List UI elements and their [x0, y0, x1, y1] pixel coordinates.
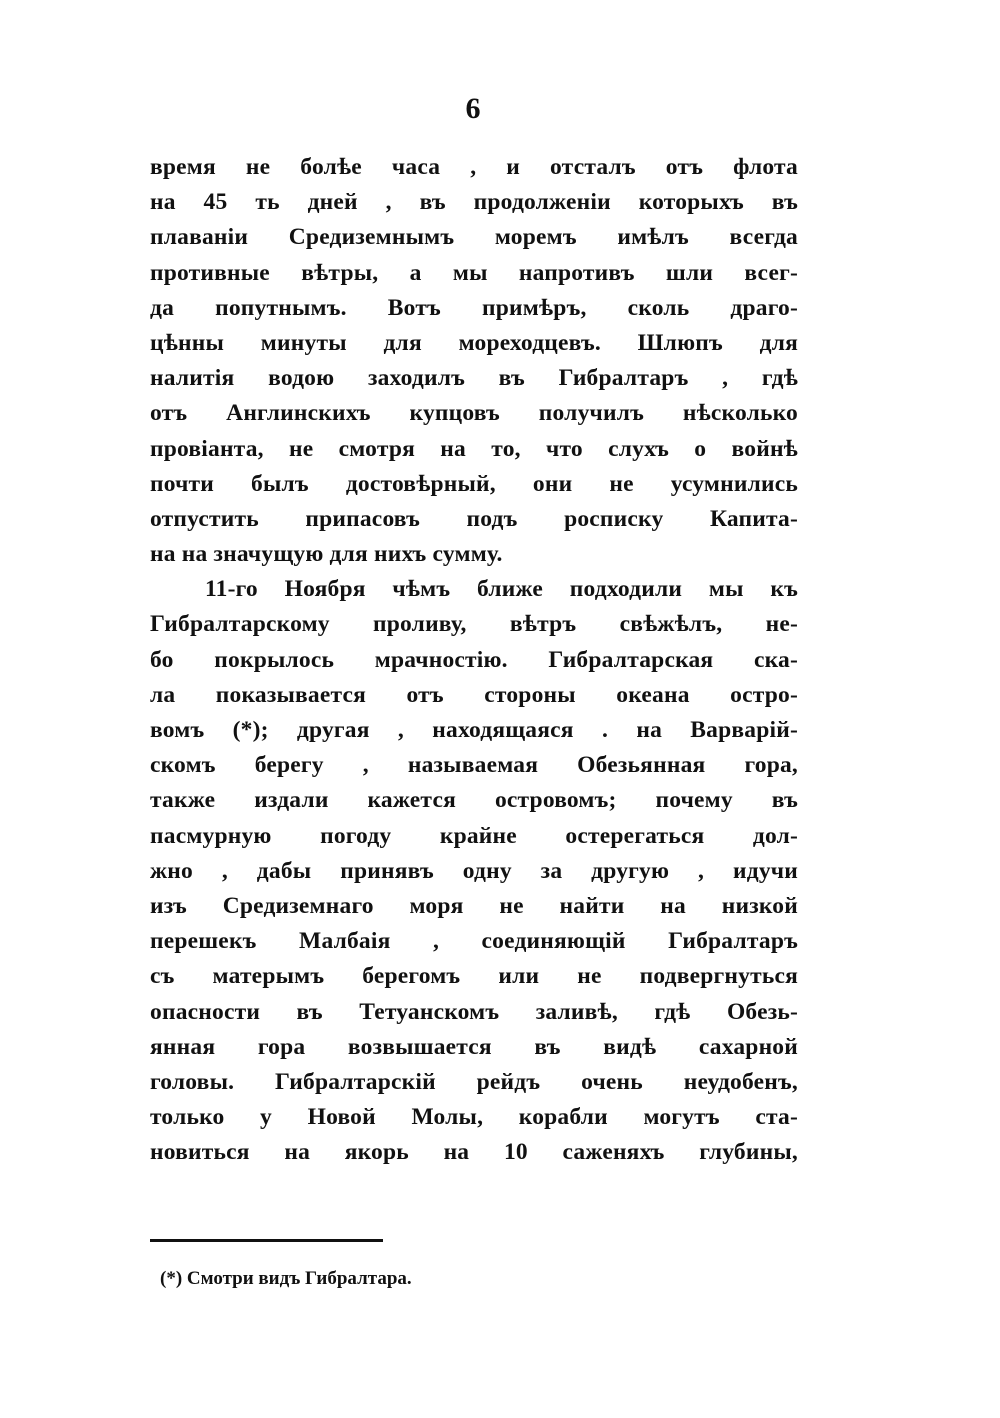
footnote: (*) Смотри видъ Гибралтара.	[160, 1268, 412, 1289]
text-line: ла показывается отъ стороны океана остро-	[150, 681, 798, 708]
page-number: 6	[465, 92, 481, 125]
text-line: перешекъ Малбаія , соединяющій Гибралтаръ	[150, 928, 798, 955]
text-line: на на значущую для нихъ сумму.	[150, 541, 503, 568]
text-line: время не болѣе часа , и отсталъ отъ флота	[150, 154, 798, 180]
text-line: противные вѣтры, а мы напротивъ шли всег-	[150, 259, 798, 286]
text-line: плаваніи Средиземнымъ моремъ имѣлъ всегда	[150, 224, 798, 251]
text-line: на 45 ть дней , въ продолженіи которыхъ въ	[150, 189, 798, 216]
text-line: только у Новой Молы, корабли могутъ ста-	[150, 1104, 798, 1131]
text-line: цѣнны минуты для мореходцевъ. Шлюпъ для	[150, 329, 798, 356]
paragraph-2	[150, 572, 798, 1170]
text-line: почти былъ достовѣрный, они не усумнились	[150, 470, 798, 497]
text-line: вомъ (*); другая , находящаяся . на Варварій-	[150, 717, 798, 743]
text-line: отъ Англинскихъ купцовъ получилъ нѣсколько	[150, 400, 798, 427]
text-line: бо покрылось мрачностію. Гибралтарская ска-	[150, 646, 798, 673]
text-line: налитія водою заходилъ въ Гибралтаръ , гдѣ	[150, 365, 798, 392]
text-line: скомъ берегу , называемая Обезьянная гора,	[150, 752, 798, 779]
text-line: изъ Средиземнаго моря не найти на низкой	[150, 892, 798, 919]
text-line: провіанта, не смотря на то, что слухъ о войнѣ	[150, 435, 798, 462]
text-line: отпустить припасовъ подъ росписку Капита-	[150, 505, 798, 532]
text-line: съ матерымъ берегомъ или не подвергнуться	[150, 963, 798, 990]
text-line: опасности въ Тетуанскомъ заливѣ, гдѣ Обезь-	[150, 998, 798, 1025]
text-line: да попутнымъ. Вотъ примѣръ, сколь драго-	[150, 294, 798, 321]
text-line: янная гора возвышается въ видѣ сахарной	[150, 1033, 798, 1060]
text-line: новиться на якорь на 10 саженяхъ глубины,	[150, 1139, 798, 1166]
text-line: пасмурную погоду крайне остерегаться дол-	[150, 822, 798, 849]
paragraph-1	[150, 150, 798, 572]
text-line: Гибралтарскому проливу, вѣтръ свѣжѣлъ, не-	[150, 611, 798, 638]
text-line: 11-го Ноября чѣмъ ближе подходили мы къ	[205, 576, 798, 603]
text-line: также издали кажется островомъ; почему въ	[150, 787, 798, 814]
text-line: головы. Гибралтарскій рейдъ очень неудобенъ,	[150, 1068, 798, 1095]
footnote-divider	[150, 1239, 383, 1242]
body-text	[150, 150, 798, 1170]
text-line: жно , дабы принявъ одну за другую , идучи	[150, 857, 798, 884]
